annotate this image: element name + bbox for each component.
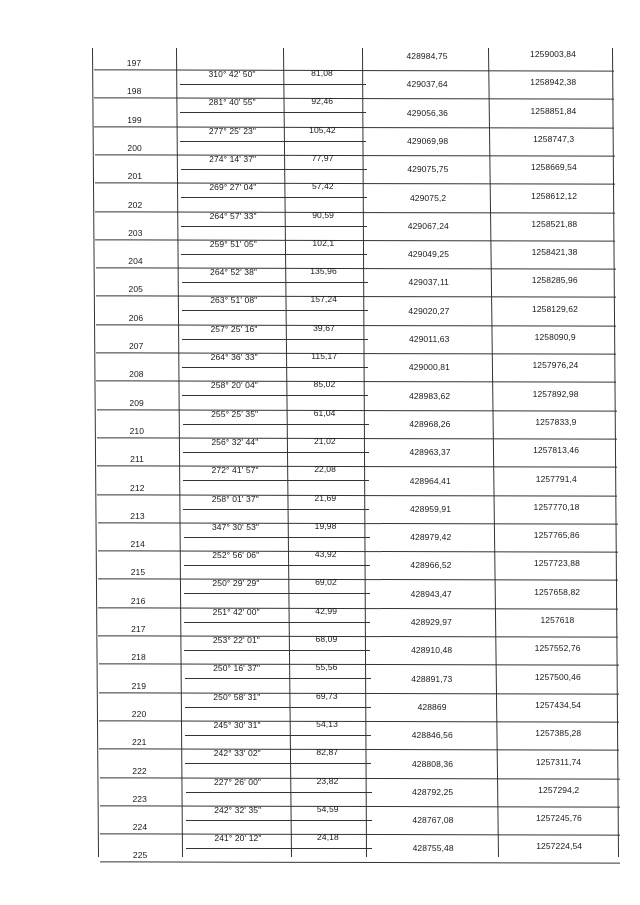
segment-separator — [184, 565, 370, 566]
row-separator — [95, 211, 615, 213]
coord-y: 1257311,74 — [535, 756, 582, 767]
coord-x: 428959,91 — [409, 503, 452, 514]
coord-x: 429075,75 — [407, 164, 449, 175]
row-separator — [95, 183, 615, 185]
segment-length: 39,67 — [313, 322, 335, 333]
row-separator — [95, 154, 615, 156]
row-separator — [99, 777, 619, 779]
point-number: 221 — [132, 737, 147, 748]
row-separator — [100, 862, 620, 864]
point-number: 205 — [128, 284, 143, 295]
row-separator — [97, 437, 617, 439]
direction-angle: 272° 41' 57" — [211, 465, 259, 476]
point-number: 204 — [128, 256, 143, 267]
coord-y: 1258851,84 — [530, 105, 577, 116]
segment-separator — [182, 282, 368, 283]
segment-separator — [181, 254, 367, 255]
direction-angle: 250° 16' 37" — [213, 663, 261, 674]
coord-x: 428767,08 — [412, 815, 454, 826]
segment-length: 54,13 — [316, 718, 338, 729]
segment-separator — [180, 112, 366, 113]
coord-y: 1258421,38 — [531, 247, 578, 258]
point-number: 214 — [130, 539, 145, 550]
segment-length: 90,59 — [312, 209, 334, 220]
row-separator — [96, 381, 616, 383]
point-number: 224 — [132, 822, 148, 833]
row-separator — [100, 805, 620, 807]
coord-x: 429049,25 — [407, 249, 450, 260]
segment-length: 55,56 — [315, 662, 338, 673]
segment-length: 68,09 — [315, 634, 338, 644]
point-number: 209 — [129, 397, 144, 408]
direction-angle: 269° 27' 04" — [209, 182, 257, 193]
row-separator — [98, 607, 618, 609]
row-separator — [96, 324, 616, 326]
coord-y: 1258090,9 — [534, 332, 576, 342]
direction-angle: 264° 36' 33" — [210, 352, 258, 362]
coord-y: 1257224,54 — [536, 841, 583, 852]
coord-x: 428910,48 — [411, 645, 453, 656]
row-separator — [97, 409, 617, 411]
coord-x: 429011,63 — [408, 334, 450, 344]
coord-y: 1257813,46 — [533, 445, 580, 456]
segment-length: 135,96 — [310, 266, 337, 277]
segment-length: 22,08 — [314, 464, 336, 475]
point-number: 198 — [126, 86, 142, 97]
coord-y: 1257618 — [540, 615, 575, 625]
coord-x: 428792,25 — [412, 786, 454, 797]
segment-separator — [186, 792, 372, 793]
coord-x: 429067,24 — [407, 220, 449, 231]
point-number: 203 — [128, 227, 143, 238]
segment-separator — [185, 763, 371, 764]
coord-y: 1258129,62 — [532, 303, 578, 314]
segment-length: 21,02 — [313, 435, 336, 446]
coord-x: 428963,37 — [409, 447, 451, 458]
segment-length: 54,59 — [316, 803, 339, 814]
segment-length: 21,69 — [314, 492, 337, 503]
direction-angle: 250° 29' 29" — [212, 578, 260, 589]
direction-angle: 251° 42' 00" — [212, 606, 260, 617]
coord-y: 1258747,3 — [533, 133, 575, 144]
coord-x: 429075,2 — [409, 192, 447, 203]
coord-x: 428984,75 — [406, 51, 448, 61]
coord-y: 1257791,4 — [535, 473, 577, 484]
point-number: 216 — [130, 595, 146, 606]
segment-separator — [182, 395, 368, 396]
segment-separator — [181, 226, 367, 227]
segment-separator — [185, 678, 371, 679]
direction-angle: 252° 56' 06" — [212, 550, 260, 561]
segment-separator — [182, 367, 368, 368]
row-separator — [100, 833, 620, 835]
row-separator — [97, 466, 617, 468]
coord-y: 1259003,84 — [530, 49, 576, 59]
point-number: 219 — [131, 680, 147, 691]
coord-x: 428968,26 — [409, 418, 451, 429]
coord-y: 1257833,9 — [535, 416, 577, 427]
row-separator — [98, 522, 618, 524]
segment-length: 24,18 — [317, 832, 339, 843]
row-separator — [99, 692, 619, 694]
row-separator — [98, 550, 618, 552]
coord-y: 1257658,82 — [534, 586, 581, 597]
point-number: 212 — [130, 482, 145, 493]
coord-x: 428979,42 — [410, 532, 452, 543]
segment-separator — [183, 509, 369, 510]
coord-x: 429020,27 — [408, 305, 450, 316]
coord-y: 1257434,54 — [535, 699, 581, 710]
direction-angle: 253° 22' 01" — [212, 635, 260, 645]
point-number: 200 — [127, 142, 142, 153]
direction-angle: 245° 30' 31" — [213, 719, 261, 730]
direction-angle: 264° 52' 38" — [210, 267, 258, 278]
coord-y: 1257892,98 — [532, 388, 579, 399]
direction-angle: 264° 57' 33" — [209, 210, 257, 221]
point-number: 225 — [132, 850, 148, 861]
segment-length: 92,46 — [311, 96, 334, 107]
point-number: 206 — [128, 312, 144, 323]
coord-y: 1258612,12 — [531, 190, 578, 201]
direction-angle: 258° 01' 37" — [211, 493, 259, 504]
direction-angle: 255° 25' 35" — [211, 408, 259, 419]
segment-separator — [185, 735, 371, 736]
segment-separator — [180, 84, 366, 85]
point-number: 211 — [130, 454, 144, 465]
direction-angle: 274° 14' 37" — [209, 153, 257, 164]
segment-length: 77,97 — [311, 152, 334, 163]
segment-separator — [180, 141, 366, 142]
coord-x: 428983,62 — [409, 390, 451, 401]
segment-separator — [181, 169, 367, 170]
segment-length: 157,24 — [310, 294, 338, 305]
segment-length: 69,73 — [315, 690, 338, 701]
point-number: 197 — [126, 58, 142, 68]
coord-x: 428964,41 — [409, 475, 451, 486]
segment-separator — [182, 339, 368, 340]
segment-separator — [185, 707, 371, 708]
row-separator — [98, 579, 618, 581]
coord-x: 429037,11 — [408, 277, 449, 288]
coord-x: 428929,97 — [410, 617, 452, 627]
point-number: 222 — [132, 765, 147, 776]
left-border — [92, 48, 99, 857]
point-number: 218 — [131, 652, 146, 663]
coord-y: 1257500,46 — [534, 671, 581, 682]
coord-x: 429056,36 — [406, 107, 448, 118]
point-number: 199 — [127, 114, 142, 125]
direction-angle: 250° 58' 31" — [213, 691, 261, 702]
direction-angle: 259° 51' 05" — [209, 238, 257, 249]
direction-angle: 242° 33' 02" — [213, 748, 261, 759]
segment-separator — [184, 537, 370, 538]
direction-angle: 242° 32' 35" — [214, 804, 262, 815]
coord-x: 428808,36 — [411, 758, 454, 769]
point-number: 217 — [131, 624, 146, 634]
segment-length: 81,08 — [311, 68, 333, 78]
direction-angle: 258° 20' 04" — [210, 380, 258, 391]
point-number: 213 — [130, 510, 145, 521]
coord-x: 428891,73 — [411, 673, 453, 684]
direction-angle: 277° 25' 23" — [208, 125, 256, 136]
row-separator — [99, 720, 619, 722]
segment-separator — [184, 622, 370, 623]
segment-length: 105,42 — [309, 124, 336, 135]
direction-angle: 257° 25' 16" — [210, 323, 258, 334]
direction-angle: 263° 51' 08" — [210, 295, 258, 306]
coord-y: 1257976,24 — [532, 360, 579, 371]
row-separator — [96, 352, 616, 354]
coord-y: 1257765,86 — [533, 530, 580, 541]
segment-length: 19,98 — [314, 520, 337, 531]
coord-x: 428869 — [417, 701, 447, 712]
point-number: 207 — [128, 341, 144, 351]
coord-y: 1257770,18 — [533, 501, 580, 512]
coord-y: 1258669,54 — [530, 162, 577, 173]
coord-x: 428943,47 — [410, 588, 452, 599]
coord-y: 1258942,38 — [530, 77, 577, 88]
coord-y: 1257294,2 — [538, 784, 580, 795]
coord-y: 1257723,88 — [533, 558, 580, 569]
point-number: 202 — [127, 199, 143, 210]
coord-x: 429000,81 — [408, 362, 450, 373]
segment-length: 61,04 — [313, 407, 336, 418]
coord-y: 1257552,76 — [534, 643, 581, 654]
segment-length: 82,87 — [316, 747, 339, 758]
segment-separator — [184, 650, 370, 651]
segment-length: 69,02 — [315, 577, 337, 588]
point-number: 215 — [130, 567, 146, 578]
direction-angle: 347° 30' 53" — [211, 521, 260, 532]
row-separator — [95, 239, 615, 241]
segment-length: 102,1 — [312, 237, 335, 248]
segment-length: 23,82 — [316, 775, 339, 786]
segment-length: 115,17 — [311, 351, 338, 361]
coord-y: 1258285,96 — [531, 275, 578, 286]
col-divider-4 — [488, 48, 499, 857]
direction-angle: 310° 42' 50" — [208, 69, 256, 79]
segment-separator — [183, 480, 369, 481]
segment-separator — [186, 848, 372, 849]
row-separator — [97, 494, 617, 496]
segment-length: 85,02 — [313, 379, 336, 390]
coord-x: 428846,56 — [411, 730, 453, 741]
point-number: 223 — [132, 793, 147, 804]
segment-length: 57,42 — [311, 181, 334, 192]
coord-y: 1258521,88 — [531, 218, 578, 229]
direction-angle: 241° 20' 12" — [214, 833, 262, 844]
row-separator — [98, 635, 618, 637]
direction-angle: 256° 32' 44" — [211, 436, 259, 447]
direction-angle: 227° 26' 00" — [213, 776, 262, 787]
point-number: 201 — [127, 171, 143, 182]
segment-separator — [182, 310, 368, 311]
coord-y: 1257245,76 — [535, 813, 582, 824]
coord-x: 429069,98 — [407, 135, 449, 146]
segment-separator — [181, 197, 367, 198]
coord-x: 429037,64 — [406, 79, 448, 90]
coord-x: 428755,48 — [412, 843, 454, 854]
row-separator — [94, 126, 614, 128]
row-separator — [99, 664, 619, 666]
row-separator — [96, 267, 616, 269]
direction-angle: 281° 40' 55" — [208, 97, 256, 108]
point-number: 220 — [131, 708, 147, 719]
coord-x: 428966,52 — [410, 560, 452, 571]
coord-y: 1257385,28 — [535, 728, 582, 739]
point-number: 210 — [129, 425, 145, 436]
row-separator — [96, 296, 616, 298]
point-number: 208 — [129, 369, 144, 380]
segment-length: 43,92 — [314, 549, 337, 560]
row-separator — [94, 98, 614, 100]
segment-separator — [184, 593, 370, 594]
segment-separator — [186, 820, 372, 821]
row-separator — [94, 69, 614, 71]
segment-separator — [183, 452, 369, 453]
row-separator — [99, 749, 619, 751]
segment-length: 42,99 — [315, 605, 338, 616]
segment-separator — [183, 424, 369, 425]
